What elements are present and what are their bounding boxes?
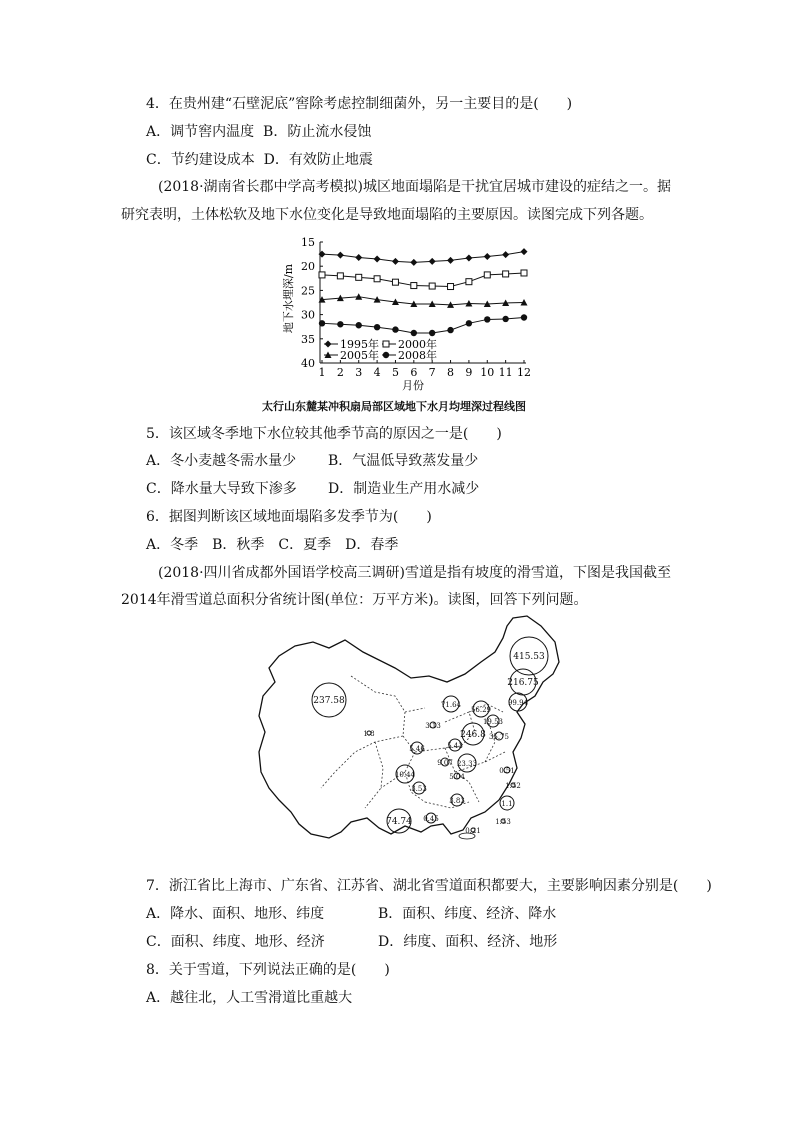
data-point [392, 258, 399, 265]
province-value-label: 5.43 [447, 742, 463, 750]
q7-option-d: D．纬度、面积、经济、地形 [378, 934, 558, 950]
series-2005年 [319, 293, 528, 308]
province-value-label: 1.8 [363, 730, 375, 738]
china-ski-map-svg [255, 612, 563, 840]
q4-option-c: C．节约建设成本 [146, 152, 255, 168]
x-tick-label: 12 [517, 366, 531, 379]
legend-label: 2000年 [398, 338, 437, 351]
q7-option-a: A．降水、面积、地形、纬度 [146, 906, 325, 922]
data-point [447, 327, 453, 333]
x-tick-label: 1 [318, 366, 326, 379]
province-value-label: 0.51 [499, 767, 515, 775]
y-tick-label: 25 [301, 284, 315, 298]
intro2-line1: (2018·四川省成都外国语学校高三调研)雪道是指有坡度的滑雪道，下图是我国截至 [158, 565, 672, 581]
data-point [392, 326, 398, 332]
province-value-label: 3.83 [449, 797, 465, 805]
q8-option-a: A．越往北，人工雪滑道比重越大 [146, 990, 353, 1006]
data-point [521, 270, 527, 276]
series-line [322, 252, 524, 263]
q4-options-row1 [146, 123, 371, 141]
q4-options-row2 [146, 151, 373, 169]
data-point [355, 254, 362, 261]
data-point [337, 252, 344, 259]
data-point [392, 279, 398, 285]
data-point [484, 316, 490, 322]
y-tick-label: 20 [301, 260, 315, 274]
q6-options: A．冬季 B．秋季 C．夏季 D．春季 [146, 537, 399, 553]
data-point [502, 316, 508, 322]
x-tick-label: 10 [480, 366, 495, 379]
data-point [319, 272, 325, 278]
data-point [502, 251, 509, 258]
series-2000年 [319, 270, 527, 290]
data-point [337, 321, 343, 327]
province-value-label: 3.13 [425, 722, 441, 730]
q7-stem: 7．浙江省比上海市、广东省、江苏省、湖北省雪道面积都要大，主要影响因素分别是( ) [146, 878, 712, 894]
province-value-label: 10.44 [394, 771, 416, 779]
data-point [447, 257, 454, 264]
province-value-label: 1.1 [501, 800, 513, 808]
x-tick-label: 4 [373, 366, 381, 379]
groundwater-chart-svg [280, 232, 540, 397]
x-axis-label: 月份 [402, 379, 424, 392]
legend-marker [325, 341, 332, 348]
data-point [521, 314, 527, 320]
province-value-label: 56.29 [470, 706, 492, 714]
data-point [319, 320, 325, 326]
x-tick-label: 5 [391, 366, 399, 379]
province-value-label: 19.53 [482, 718, 504, 726]
data-point [466, 320, 472, 326]
legend-label: 2005年 [340, 349, 379, 362]
data-point [411, 283, 417, 289]
q4-stem: 4．在贵州建“石壁泥底”窖除考虑控制细菌外，另一主要目的是( ) [146, 96, 573, 112]
q5-stem: 5．该区域冬季地下水位较其他季节高的原因之一是( ) [146, 426, 502, 442]
legend-label: 1995年 [340, 338, 379, 351]
intro2-line2: 2014年滑雪道总面积分省统计图(单位：万平方米)。读图，回答下列问题。 [121, 592, 588, 608]
x-tick-label: 6 [410, 366, 418, 379]
q6-stem: 6．据图判断该区域地面塌陷多发季节为( ) [146, 509, 432, 525]
data-point [484, 253, 491, 260]
series-1995年 [319, 248, 528, 266]
data-point [429, 258, 436, 265]
china-ski-map [255, 612, 563, 840]
province-value-label: 0.45 [423, 815, 439, 823]
province-value-label: 74.74 [386, 817, 412, 827]
province-value-label: 3.53 [411, 785, 427, 793]
data-point [356, 274, 362, 280]
y-tick-label: 40 [301, 357, 315, 370]
q5-option-b: B．气温低导致蒸发量少 [328, 453, 479, 469]
x-tick-label: 8 [447, 366, 455, 379]
province-value-label: 216.75 [507, 678, 539, 688]
data-point [337, 273, 343, 279]
data-point [374, 324, 380, 330]
y-axis-label: 地下水埋深/m [282, 263, 295, 334]
province-value-label: 415.53 [513, 652, 545, 662]
q4-option-b: B．防止流水侵蚀 [263, 124, 372, 140]
intro1-line2: 研究表明，土体松软及地下水位变化是导致地面塌陷的主要原因。读图完成下列各题。 [121, 207, 653, 223]
groundwater-chart [280, 232, 540, 417]
chart-caption: 太行山东麓某冲积扇局部区域地下水月均埋深过程线图 [262, 400, 526, 413]
province-value-label: 71.64 [440, 701, 462, 709]
data-point [521, 248, 528, 255]
province-value-label: 1.53 [495, 818, 511, 826]
data-point [356, 322, 362, 328]
province-value-label: 23.33 [456, 760, 478, 768]
y-tick-label: 30 [301, 308, 315, 322]
q5-option-c: C．降水量大导致下渗多 [146, 481, 297, 497]
q5-option-a: A．冬小麦越冬需水量少 [146, 453, 297, 469]
q5-option-d: D．制造业生产用水减少 [328, 481, 480, 497]
y-tick-label: 15 [301, 236, 315, 249]
legend-label: 2008年 [398, 349, 437, 362]
data-point [503, 271, 509, 277]
x-tick-label: 2 [336, 366, 344, 379]
province-value-label: 9.07 [437, 759, 453, 767]
data-point [465, 254, 472, 261]
x-tick-label: 7 [428, 366, 436, 379]
map-circles [312, 637, 548, 835]
province-value-label: 0.21 [465, 827, 481, 835]
data-point [429, 283, 435, 289]
series-line [322, 318, 524, 333]
x-tick-label: 11 [498, 366, 513, 379]
q8-stem: 8．关于雪道，下列说法正确的是( ) [146, 962, 390, 978]
province-value-label: 5.04 [449, 773, 465, 781]
q7-option-b: B．面积、纬度、经济、降水 [378, 906, 557, 922]
intro1-line1: (2018·湖南省长郡中学高考模拟)城区地面塌陷是干扰宜居城市建设的症结之一。据 [158, 179, 672, 195]
q7-option-c: C．面积、纬度、地形、经济 [146, 934, 325, 950]
q4-option-a: A．调节窖内温度 [146, 124, 255, 140]
legend-marker [383, 341, 389, 347]
x-tick-label: 9 [465, 366, 473, 379]
legend-marker [383, 352, 389, 358]
data-point [466, 279, 472, 285]
data-point [448, 284, 454, 290]
data-point [374, 276, 380, 282]
province-value-label: 35.75 [488, 733, 510, 741]
x-tick-label: 3 [355, 366, 363, 379]
series-line [322, 297, 524, 305]
y-tick-label: 35 [301, 332, 315, 346]
data-point [374, 255, 381, 262]
data-point [484, 272, 490, 278]
province-value-label: 99.94 [507, 699, 529, 707]
province-value-label: 1.52 [505, 782, 521, 790]
province-value-label: 5.46 [409, 745, 425, 753]
series-line [322, 273, 524, 287]
chart-legend [324, 337, 437, 362]
q4-option-d: D．有效防止地震 [263, 152, 373, 168]
province-value-label: 237.58 [313, 696, 345, 706]
province-value-label: 246.8 [460, 730, 486, 740]
data-point [411, 330, 417, 336]
data-point [410, 259, 417, 266]
series-2008年 [319, 314, 527, 336]
data-point [429, 330, 435, 336]
